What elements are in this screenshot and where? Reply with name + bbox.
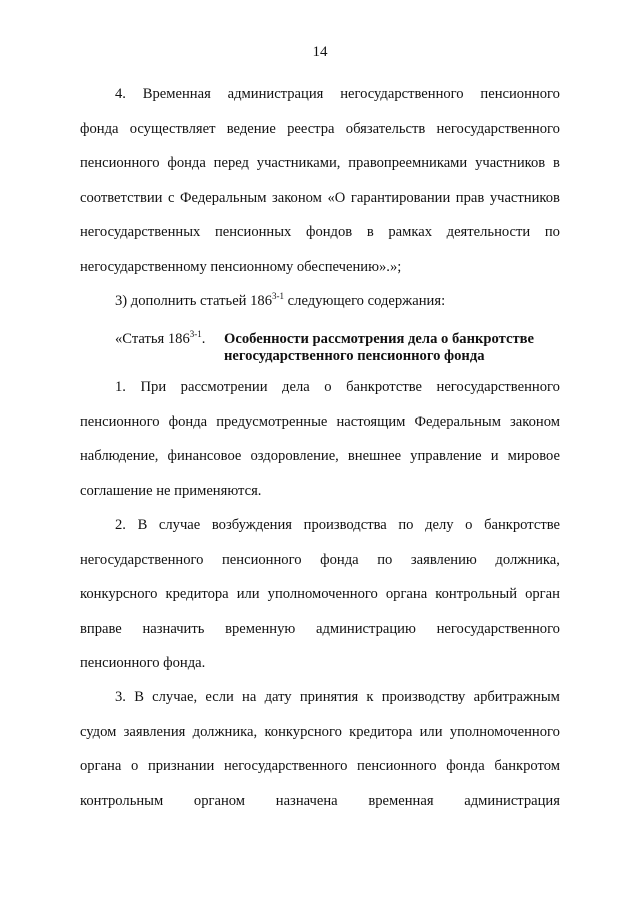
word: или (236, 586, 260, 602)
word: финансовое (167, 448, 242, 464)
word: по (398, 517, 414, 533)
para4-line-3 (80, 154, 560, 172)
word: кредитора (349, 724, 413, 740)
word: участников (489, 190, 560, 206)
word: или (419, 724, 443, 740)
word: пенсионного (80, 414, 160, 430)
word: арбитражным (473, 689, 560, 705)
word: о (131, 758, 139, 774)
para4-line-4 (80, 189, 560, 207)
word: вправе (80, 621, 122, 637)
word: негосударственного (436, 379, 560, 395)
article-label-text: «Статья 186 (115, 331, 190, 347)
word: делу (425, 517, 454, 533)
word: банкротом (494, 758, 560, 774)
word: производству (381, 689, 466, 705)
word: законом (510, 414, 560, 430)
item3-text-before: 3) дополнить статьей 186 (115, 293, 273, 309)
p2-line-5: пенсионного фонда. (80, 655, 206, 671)
word: законом (271, 190, 322, 206)
word: уполномоченного (449, 724, 560, 740)
p1-line-1 (115, 378, 560, 396)
word: судом (80, 724, 117, 740)
word: При (140, 379, 167, 395)
p2-line-4 (80, 620, 560, 638)
word: о (465, 517, 473, 533)
word: фонда (80, 121, 119, 137)
para4-line-2 (80, 120, 560, 138)
word: реестра (287, 121, 335, 137)
word: конкурсного (264, 724, 342, 740)
item3-text-after: следующего содержания: (284, 293, 446, 309)
word: пенсионного (357, 758, 437, 774)
word: фонда (446, 758, 485, 774)
word: 1. (115, 379, 126, 395)
word: временная (368, 793, 434, 809)
word: мировое (507, 448, 560, 464)
word: случае (158, 517, 201, 533)
word: дату (264, 689, 292, 705)
word: банкротстве (484, 517, 560, 533)
p1-line-4: соглашение не применяются. (80, 483, 262, 499)
word: контрольный (435, 586, 518, 602)
word: фондов (305, 224, 353, 240)
word: правопреемниками (348, 155, 468, 171)
word: негосударственного (80, 552, 204, 568)
word: должника, (495, 552, 560, 568)
word: В (137, 517, 148, 533)
word: Федеральным (180, 190, 267, 206)
word: конкурсного (80, 586, 158, 602)
word: фонда (168, 414, 208, 430)
word: негосударственного (436, 621, 560, 637)
article-title-line-1: Особенности рассмотрения дела о банкротстве (224, 331, 534, 347)
article-label-superscript: 3-1 (189, 329, 202, 339)
item3-line (115, 292, 560, 310)
word: к (366, 689, 374, 705)
word: контрольным (80, 793, 164, 809)
word: администрация (464, 793, 560, 809)
word: 3. (115, 689, 126, 705)
item3-superscript: 3-1 (272, 291, 285, 301)
word: настоящим (336, 414, 406, 430)
word: пенсионного (222, 552, 302, 568)
word: производства (303, 517, 387, 533)
word: негосударственного (436, 121, 560, 137)
word: негосударственных (80, 224, 201, 240)
word: с (168, 190, 175, 206)
word: В (134, 689, 144, 705)
article-title-line-2: негосударственного пенсионного фонда (224, 348, 485, 364)
word: заявлению (410, 552, 477, 568)
word: орган (525, 586, 560, 602)
word: рамках (388, 224, 433, 240)
word: прав (455, 190, 485, 206)
word: 4. (115, 86, 126, 102)
para4-line-6: негосударственному пенсионному обеспечению».»; (80, 259, 402, 275)
word: возбуждения (211, 517, 293, 533)
word: администрацию (315, 621, 416, 637)
word: фонда (320, 552, 359, 568)
word: Временная (142, 86, 211, 102)
word: «О (327, 190, 346, 206)
word: фонда (167, 155, 206, 171)
p3-line-4 (80, 792, 560, 810)
word: участниками, (256, 155, 341, 171)
word: в (366, 224, 374, 240)
word: органа (80, 758, 122, 774)
word: о (324, 379, 332, 395)
p1-line-3 (80, 447, 560, 465)
word: обязательств (345, 121, 426, 137)
word: признании (147, 758, 215, 774)
word: по (544, 224, 560, 240)
p2-line-1 (115, 516, 560, 534)
p1-line-2 (80, 413, 560, 431)
word: пенсионного (80, 155, 160, 171)
word: наблюдение, (80, 448, 159, 464)
word: если (205, 689, 234, 705)
article-label (115, 330, 205, 348)
article-label-dot: . (201, 331, 206, 347)
word: органа (385, 586, 428, 602)
word: должника, (192, 724, 258, 740)
para4-line-1 (115, 85, 560, 103)
word: в (553, 155, 560, 171)
word: уполномоченного (267, 586, 378, 602)
word: соответствии (80, 190, 163, 206)
word: случае, (152, 689, 198, 705)
word: внешнее (347, 448, 402, 464)
word: оздоровление, (250, 448, 339, 464)
word: негосударственного (340, 86, 464, 102)
word: ведение (226, 121, 276, 137)
word: органом (193, 793, 246, 809)
p3-line-2 (80, 723, 560, 741)
word: назначена (275, 793, 338, 809)
p2-line-3 (80, 585, 560, 603)
word: кредитора (165, 586, 229, 602)
word: администрация (227, 86, 324, 102)
word: временную (225, 621, 296, 637)
p3-line-3 (80, 757, 560, 775)
word: осуществляет (129, 121, 216, 137)
word: предусмотренные (216, 414, 328, 430)
word: назначить (142, 621, 205, 637)
word: дела (282, 379, 310, 395)
word: по (377, 552, 393, 568)
word: негосударственного (223, 758, 348, 774)
word: управление (410, 448, 482, 464)
word: рассмотрении (180, 379, 268, 395)
word: деятельности (446, 224, 531, 240)
word: банкротстве (346, 379, 422, 395)
page-number: 14 (312, 44, 328, 60)
p2-line-2 (80, 551, 560, 569)
word: Федеральным (414, 414, 501, 430)
word: принятия (299, 689, 359, 705)
word: 2. (115, 517, 126, 533)
word: пенсионных (214, 224, 292, 240)
para4-line-5 (80, 223, 560, 241)
word: участников (475, 155, 546, 171)
word: гарантировании (350, 190, 451, 206)
p3-line-1 (115, 688, 560, 706)
word: и (490, 448, 499, 464)
word: заявления (123, 724, 186, 740)
word: перед (213, 155, 249, 171)
word: на (242, 689, 257, 705)
word: пенсионного (480, 86, 560, 102)
